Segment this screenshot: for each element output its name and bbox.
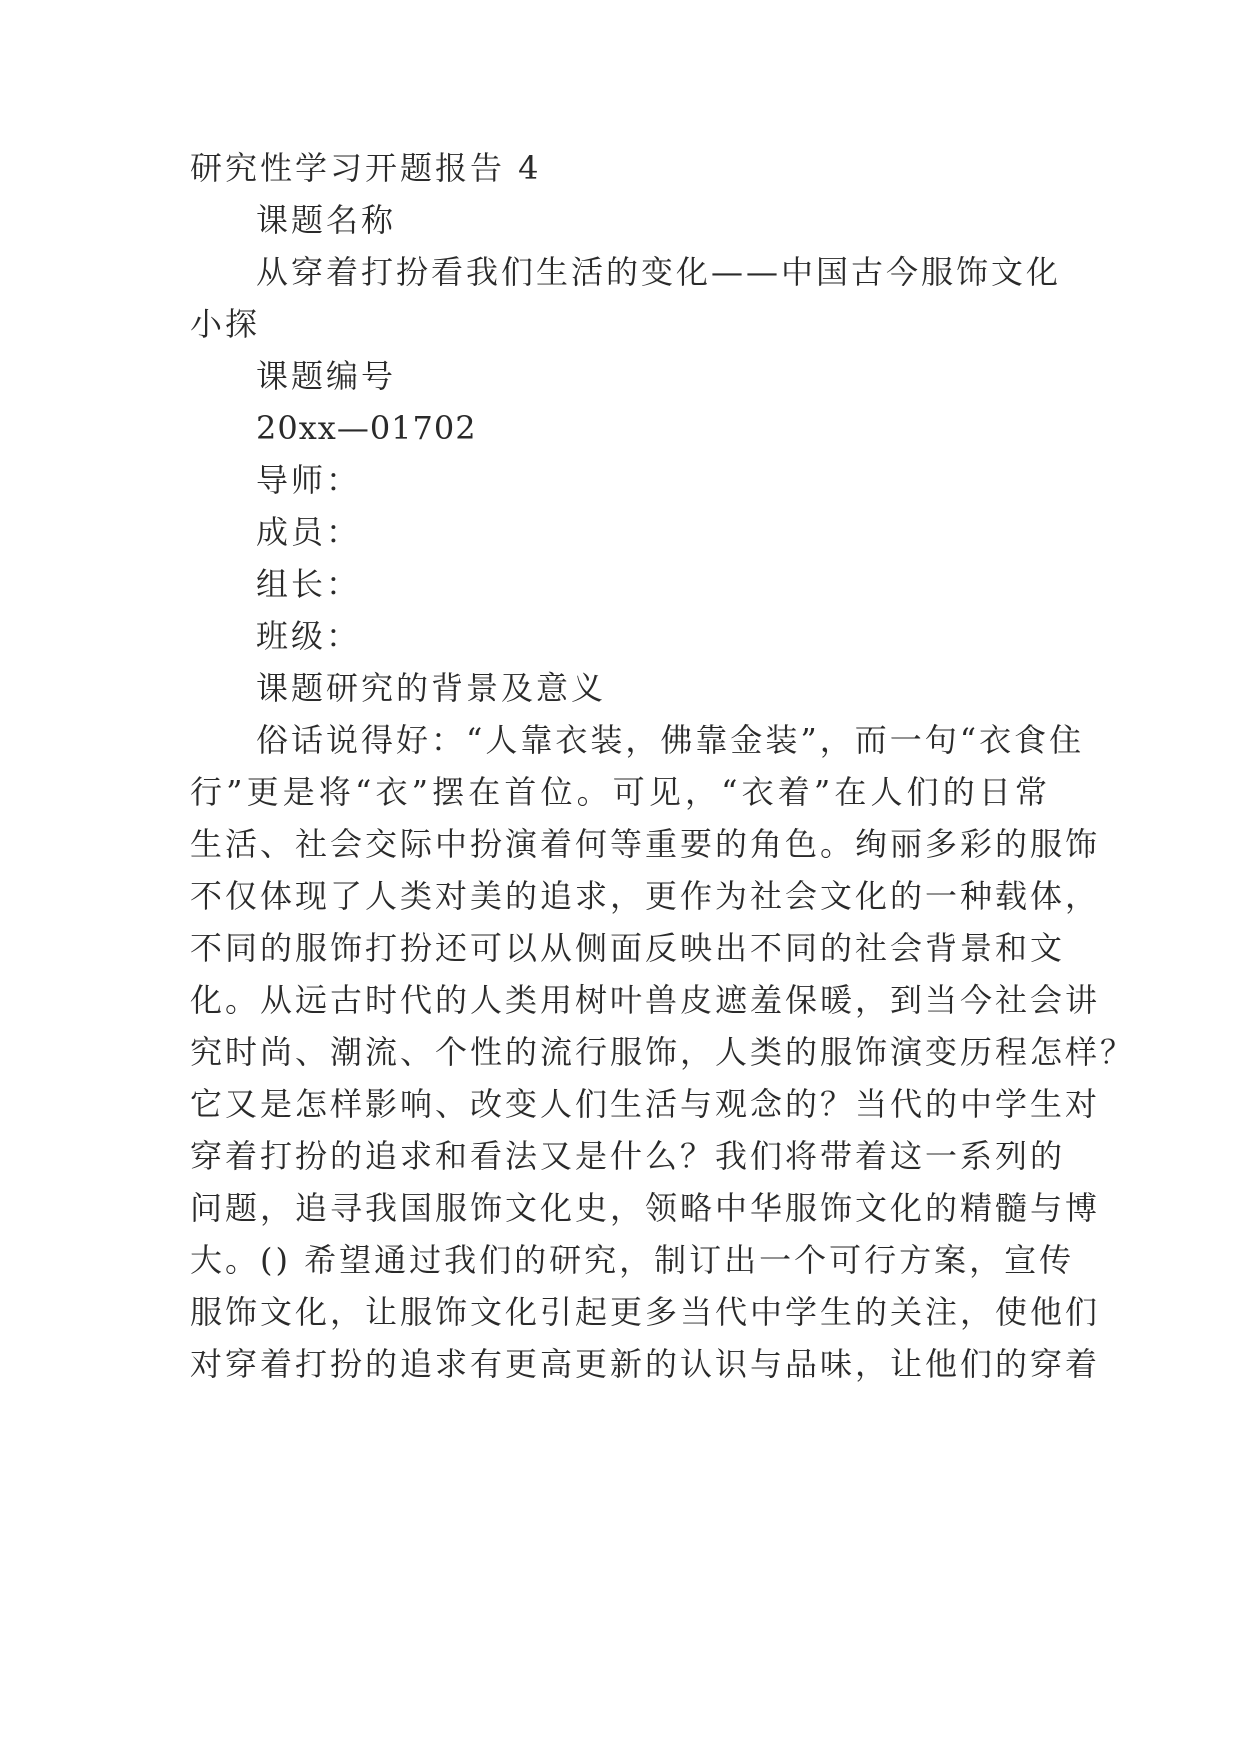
paragraph-line: 生活、社会交际中扮演着何等重要的角色。绚丽多彩的服饰 [190,825,1101,863]
paragraph-line: 究时尚、潮流、个性的流行服饰，人类的服饰演变历程怎样？ [190,1033,1136,1071]
advisor-label: 导师： [256,461,362,499]
paragraph-line: 不同的服饰打扮还可以从侧面反映出不同的社会背景和文 [190,929,1066,967]
paragraph-line: 大。() 希望通过我们的研究，制订出一个可行方案，宣传 [190,1241,1075,1279]
topic-number-value: 20xx—01702 [256,409,477,447]
paragraph-line: 问题，追寻我国服饰文化史，领略中华服饰文化的精髓与博 [190,1189,1101,1227]
paragraph-line: 穿着打扮的追求和看法又是什么？我们将带着这一系列的 [190,1137,1066,1175]
topic-name-label: 课题名称 [256,201,397,239]
members-label: 成员： [256,513,362,551]
class-label: 班级： [256,617,362,655]
paragraph-line: 行”更是将“衣”摆在首位。可见，“衣着”在人们的日常 [190,773,1050,811]
topic-name-line-2: 小探 [190,305,261,343]
paragraph-line: 化。从远古时代的人类用树叶兽皮遮羞保暖，到当今社会讲 [190,981,1101,1019]
paragraph-line: 它又是怎样影响、改变人们生活与观念的？当代的中学生对 [190,1085,1101,1123]
leader-label: 组长： [256,565,362,603]
document-title: 研究性学习开题报告 4 [190,149,542,187]
paragraph-line: 服饰文化，让服饰文化引起更多当代中学生的关注，使他们 [190,1293,1101,1331]
paragraph-line: 俗话说得好：“人靠衣装，佛靠金装”，而一句“衣食住 [256,721,1085,759]
paragraph-line: 不仅体现了人类对美的追求，更作为社会文化的一种载体， [190,877,1101,915]
topic-number-label: 课题编号 [256,357,397,395]
topic-name-line-1: 从穿着打扮看我们生活的变化——中国古今服饰文化 [256,253,1062,291]
paragraph-line: 对穿着打扮的追求有更高更新的认识与品味，让他们的穿着 [190,1345,1101,1383]
background-heading: 课题研究的背景及意义 [256,669,607,707]
